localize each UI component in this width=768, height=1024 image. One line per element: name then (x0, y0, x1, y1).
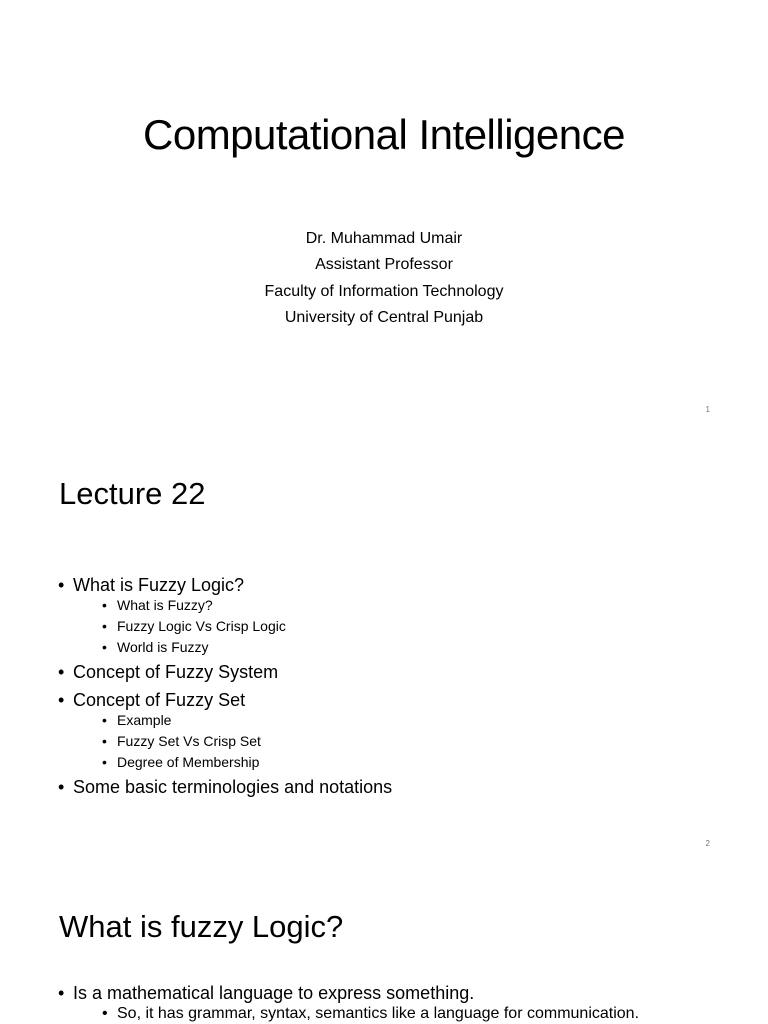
sub-bullet-item: • Fuzzy Logic Vs Crisp Logic (73, 616, 392, 637)
sub-bullet-list (73, 595, 392, 658)
page-number: 2 (705, 839, 710, 848)
sub-bullet-list (73, 1003, 639, 1024)
slide-title: Lecture 22 (59, 476, 206, 511)
sub-bullet-item: • Fuzzy Set Vs Crisp Set (73, 731, 392, 752)
bullet-list (58, 571, 392, 801)
bullet-item (58, 571, 392, 658)
slide-1 (0, 0, 768, 432)
author-position: Assistant Professor (315, 256, 453, 274)
sub-bullet-item: • Degree of Membership (73, 752, 392, 773)
author-name: Dr. Muhammad Umair (305, 230, 463, 247)
author-university: University of Central Punjab (284, 308, 484, 326)
sub-bullet-item: • So, it has grammar, syntax, semantics like a language for communication. (73, 1003, 639, 1024)
page-number: 1 (705, 405, 710, 414)
author-info (0, 226, 768, 331)
sub-bullet-item: • What is Fuzzy? (73, 595, 392, 616)
sub-bullet-item: • Example (73, 710, 392, 731)
sub-bullet-list (73, 710, 392, 773)
bullet-text: Concept of Fuzzy System (73, 662, 279, 682)
bullet-item (58, 979, 639, 1024)
bullet-list (58, 979, 639, 1024)
bullet-item (58, 658, 392, 686)
sub-bullet-item: • World is Fuzzy (73, 637, 392, 658)
bullet-item (58, 773, 392, 801)
bullet-text: Is a mathematical language to express something. (73, 983, 475, 1003)
slide-2 (0, 432, 768, 865)
slide-title: What is fuzzy Logic? (59, 909, 344, 944)
bullet-item (58, 686, 392, 773)
bullet-text: What is Fuzzy Logic? (73, 575, 245, 595)
bullet-text: Concept of Fuzzy Set (73, 690, 246, 710)
author-faculty: Faculty of Information Technology (264, 282, 504, 300)
slide-title: Computational Intelligence (143, 111, 625, 158)
bullet-text: Some basic terminologies and notations (73, 777, 393, 797)
slide-3 (0, 865, 768, 1024)
